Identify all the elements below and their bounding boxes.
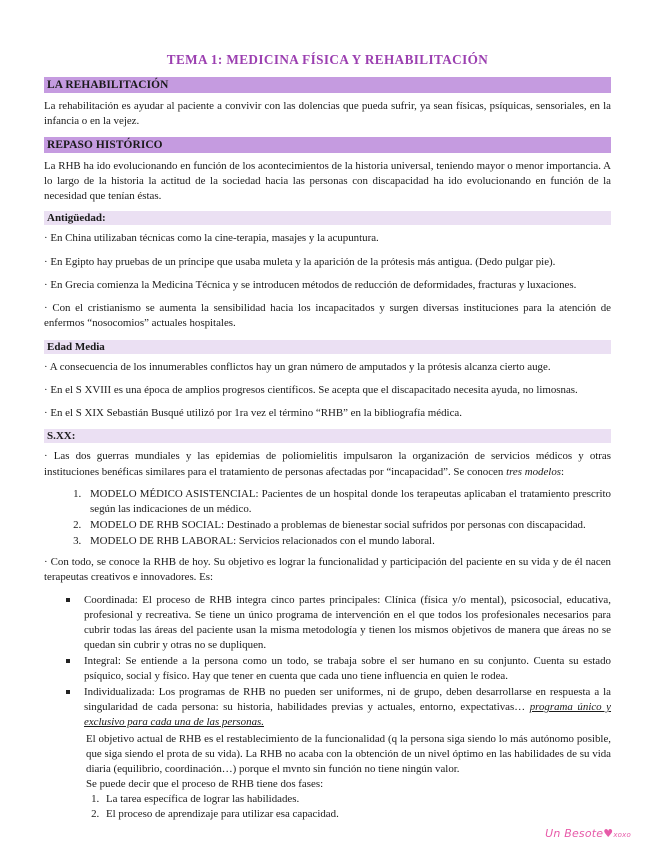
antiquity-item: · En China utilizaban técnicas como la cine-terapia, masajes y la acupuntura. — [44, 232, 379, 245]
section-heading-rehabilitacion: LA REHABILITACIÓN — [44, 77, 611, 93]
sxx-intro: · Las dos guerras mundiales y las epidemias de poliomielitis impulsaron la organización de servicios médicos y otras instituciones benéficas similares para el tratamiento de personas afectadas por “incapacidad”. Se conocen tres modelos: — [44, 450, 611, 478]
square-bullet-icon — [66, 690, 70, 694]
phase-item: 1. La tarea específica de lograr las habilidades. — [102, 792, 611, 807]
model-item: 3. MODELO DE RHB LABORAL: Servicios relacionados con el mundo laboral. — [84, 534, 611, 549]
feature-item: Coordinada: El proceso de RHB integra cinco partes principales: Clínica (física y/o mental), psicosocial, educativa, profesional y recreativa. Se tiene un único programa de intervención en el que todos los profesionales necesarios para cubrir todas las áreas del paciente usan la misma metodología y tienen los mismos objetivos de manera que áreas no se quedan sin cubrir y otras no se dupliquen. — [84, 593, 611, 653]
signature-logo: Un Besote♥xoxo — [545, 827, 631, 840]
page-title: TEMA 1: MEDICINA FÍSICA Y REHABILITACIÓN — [166, 52, 489, 67]
rehab-paragraph: La rehabilitación es ayudar al paciente a convivir con las dolencias que pueda sufrir, ya sean físicas, psíquicas, sensoriales, en la infancia o en la vejez. — [44, 100, 611, 128]
model-item: 1. MODELO MÉDICO ASISTENCIAL: Pacientes de un hospital donde los terapeutas aplicaban el tratamiento prescrito según las indicaciones de un médico. — [84, 487, 611, 517]
feature-emphasis: programa único y exclusivo para cada una de las personas. — [84, 701, 612, 729]
rhb-today-paragraph: · Con todo, se conoce la RHB de hoy. Su objetivo es lograr la funcionalidad y participación del paciente en su vida y de él nacen terapeutas creativos e innovadores. Es: — [44, 556, 611, 584]
phase-item: 2. El proceso de aprendizaje para utilizar esa capacidad. — [102, 807, 611, 822]
model-item: 2. MODELO DE RHB SOCIAL: Destinado a problemas de bienestar social sufridos por personas con discapacidad. — [84, 518, 611, 533]
feature-item: Individualizada: Los programas de RHB no pueden ser uniformes, ni de grupo, deben desarrollarse en respuesta a la singularidad de cada persona: su historia, habilidades previas y actuales, entorno, expectativas… programa único y exclusivo para cada una de las personas. — [84, 685, 611, 730]
square-bullet-icon — [66, 598, 70, 602]
features-list — [44, 593, 611, 730]
document-page — [44, 52, 611, 822]
middle-ages-item: · En el S XVIII es una época de amplios progresos científicos. Se acepta que el discapacitado necesita ayuda, no limosnas. — [44, 383, 578, 396]
phases-list — [44, 792, 611, 822]
heart-icon: ♥ — [603, 827, 614, 840]
objective-paragraph: El objetivo actual de RHB es el restablecimiento de la funcionalidad (q la persona siga siendo lo más autónomo posible, que siga siendo el prota de su vida). La RHB no acaba con la obtención de un nivel óptimo en las habilidades de su vida diaria (equilibrio, coordinación…) porque el mvnto sin función no tiene ningún valor. — [86, 733, 611, 776]
subheading-sxx: S.XX: — [44, 429, 611, 443]
subheading-antiguedad: Antigüedad: — [44, 211, 611, 225]
phases-intro: Se puede decir que el proceso de RHB tiene dos fases: — [86, 778, 324, 791]
feature-item: Integral: Se entiende a la persona como un todo, se trabaja sobre el ser humano en su conjunto. Cuenta su estado psíquico, social y físico. Hay que tener en cuenta que cada uno tiene influencia en quien le rodea. — [84, 654, 611, 684]
models-list — [44, 487, 611, 549]
subheading-edad-media: Edad Media — [44, 340, 611, 354]
history-intro: La RHB ha ido evolucionando en función de los acontecimientos de la historia universal, teniendo mayor o menor importancia. A lo largo de la historia la actitud de la sociedad hacia las personas con discapacidad ha ido evolucionando en función de la necesidad que tenían éstas. — [44, 159, 611, 203]
antiquity-item: · En Grecia comienza la Medicina Técnica y se introducen métodos de reducción de deformidades, fracturas y luxaciones. — [44, 278, 577, 291]
antiquity-item: · En Egipto hay pruebas de un príncipe que usaba muleta y la aparición de la prótesis más antigua. (Dedo pulgar pie). — [44, 255, 556, 268]
antiquity-item: · Con el cristianismo se aumenta la sensibilidad hacia los incapacitados y surgen diversas instituciones para la atención de enfermos “nosocomios” actuales hospitales. — [44, 302, 611, 330]
middle-ages-item: · En el S XIX Sebastián Busqué utilizó por 1ra vez el término “RHB” en la bibliografía médica. — [44, 407, 462, 420]
square-bullet-icon — [66, 659, 70, 663]
middle-ages-item: · A consecuencia de los innumerables conflictos hay un gran número de amputados y la prótesis alcanza cierto auge. — [44, 360, 551, 373]
section-heading-historia: REPASO HISTÓRICO — [44, 137, 611, 153]
sxx-intro-emphasis: tres modelos — [506, 465, 562, 478]
